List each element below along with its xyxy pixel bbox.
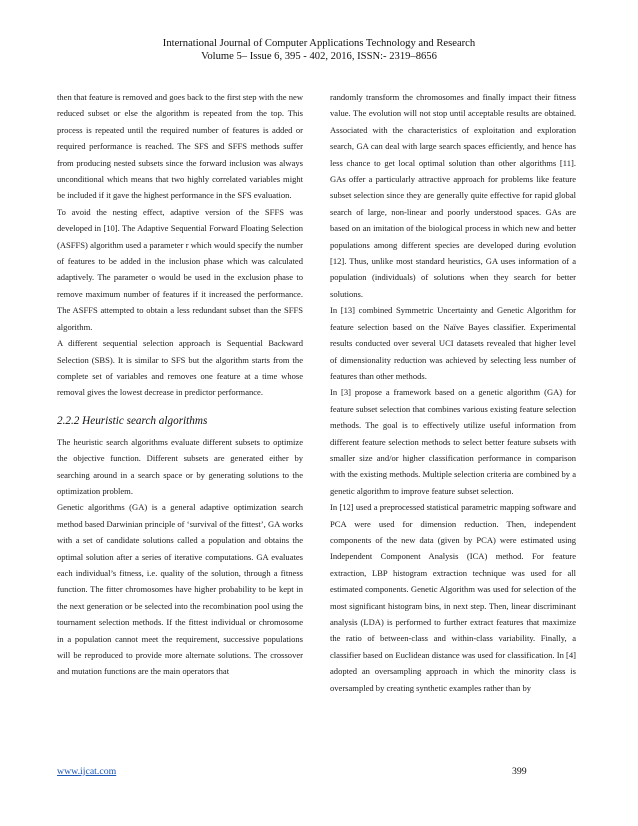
paragraph: Genetic algorithms (GA) is a general adaptive optimization search method based Darwinian principle of ‘survival of the fittest’, GA works with a set of candidate solutions called a population and obtains the optimal solution after a series of iterative computations. GA evaluates each individual’s fitness, i.e. quality of the solution, through a fitness function. The fitter chromosomes have higher probability to be kept in the next generation or be selected into the recombination pool using the tournament selection methods. If the fittest individual or chromosome in a population cannot meet the requirement, successive populations will be reproduced to provide more alternate solutions. The crossover and mutation functions are the main operators that <box>57 502 303 677</box>
paragraph: then that feature is removed and goes back to the first step with the new reduced subset or else the algorithm is repeated from the top. This process is repeated until the required number of features is added or required performance is reached. The SFS and SFFS methods suffer from producing nested subsets since the forward inclusion was always unconditional which means that two highly correlated variables might be included if it gave the highest performance in the SFS evaluation. <box>57 92 303 201</box>
paragraph: A different sequential selection approach is Sequential Backward Selection (SBS). It is similar to SFS but the algorithm starts from the complete set of variables and removes one feature at a time whose removal gives the lowest decrease in predictor performance. <box>57 338 303 398</box>
paragraph: In [3] propose a framework based on a genetic algorithm (GA) for feature subset selection that combines various existing feature selection methods. The goal is to effectively utilize useful information from different feature selection methods to select better feature subsets with smaller size and/or higher classification performance in comparison with the existing methods. Multiple selection criteria are combined by a genetic algorithm to improve feature subset selection. <box>330 387 576 496</box>
right-column <box>330 89 576 696</box>
paragraph: randomly transform the chromosomes and finally impact their fitness value. The evolution will not stop until acceptable results are obtained. Associated with the characteristics of exploitation and exploration search, GA can deal with large search spaces efficiently, and hence has less chance to get local optimal solution than other algorithms [11]. GAs offer a particularly attractive approach for problems like feature subset selection since they are generally quite effective for rapid global search of large, non-linear and poorly understood spaces. GAs are based on an imitation of the biological process in which new and better populations among different species are developed during evolution [12]. Thus, unlike most standard heuristics, GA uses information of a population (individuals) of solutions when they search for better solutions. <box>330 92 576 299</box>
left-column <box>57 89 303 680</box>
paragraph: In [12] used a preprocessed statistical parametric mapping software and PCA were used for dimension reduction. Then, independent components of the new data (given by PCA) were estimated using Independent Component Analysis (ICA) method. For feature extraction, LBP histogram extraction technique was used for all estimated components. Genetic Algorithm was used for selection of the most significant histogram bins, in next step. Then, linear discriminant analysis (LDA) is performed to further extract features that maximize the ratio of between-class and within-class variability. Finally, a classifier based on Euclidean distance was used for classification. In [4] adopted an oversampling approach in which the minority class is oversampled by creating synthetic examples rather than by <box>330 502 576 693</box>
paragraph: To avoid the nesting effect, adaptive version of the SFFS was developed in [10]. The Adaptive Sequential Forward Floating Selection (ASFFS) algorithm used a parameter r which would specify the number of features to be added in the inclusion phase which was calculated adaptively. The parameter o would be used in the exclusion phase to remove maximum number of features if it increased the performance. The ASFFS attempted to obtain a less redundant subset than the SFFS algorithm. <box>57 206 303 332</box>
journal-website-link[interactable]: www.ijcat.com <box>57 766 117 777</box>
journal-volume-info: Volume 5– Issue 6, 395 - 402, 2016, ISSN:- 2319–8656 <box>201 51 437 62</box>
journal-title: International Journal of Computer Applications Technology and Research <box>162 38 476 49</box>
section-heading: 2.2.2 Heuristic search algorithms <box>57 414 208 427</box>
page-number: 399 <box>512 766 527 777</box>
paragraph: In [13] combined Symmetric Uncertainty and Genetic Algorithm for feature selection based on the Naïve Bayes classifier. Experimental results conducted over several UCI datasets revealed that higher level of dimensionality reduction was achieved by selecting less number of features than other methods. <box>330 305 576 381</box>
journal-header <box>0 37 638 63</box>
paragraph: The heuristic search algorithms evaluate different subsets to optimize the objective function. Different subsets are generated either by searching around in a search space or by generating solutions to the optimization problem. <box>57 436 303 496</box>
